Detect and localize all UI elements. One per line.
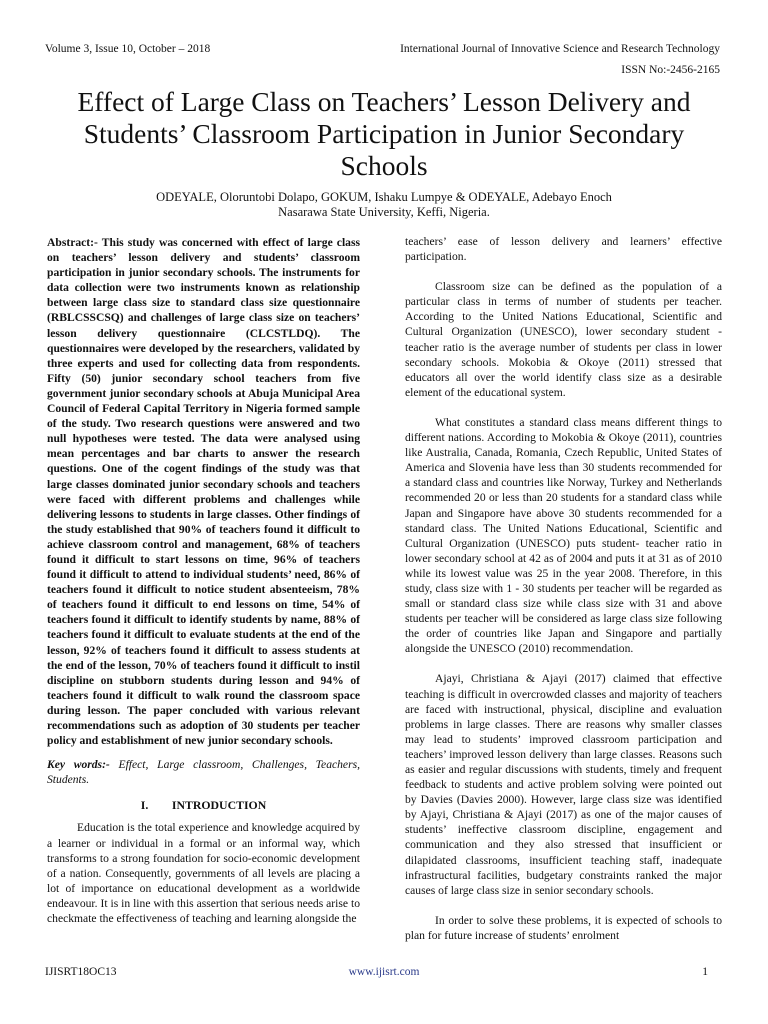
intro-paragraph-3: What constitutes a standard class means different things to different nations. According to Mokobia & Okoye (2011), countries like Australia, Canada, Romania, Czech Republic, United States of America and Slovenia have less than 30 students recommended for a standard class and countries like Norway, Turkey and Netherlands recommended 20 or less than 20 students for a standard class while Japan and Singapore have above 30 students recommended for a standard class. The United Nations Educational, Scientific and Cultural Organization (UNESCO) puts student- teacher ratio in lower secondary school at 42 as of 2004 and puts it at 31 as of 2010 while its lowest value was 25 in the year 2008. Therefore, in this study, class size with 1 - 30 students per teacher will be regarded as small or standard class size while class size with 31 and above students per teacher will be considered as large class size following the order of countries like Japan and Singapore and partially alongside the UNESCO (2010) recommendation. bbox=[405, 415, 722, 656]
keywords bbox=[47, 757, 360, 787]
keywords-label: Key words:- bbox=[47, 758, 110, 772]
abstract-label: Abstract:- bbox=[47, 236, 98, 249]
footer-code: IJISRT18OC13 bbox=[45, 966, 117, 978]
intro-paragraph-2: Classroom size can be defined as the population of a particular class in terms of number of students per teacher. According to the United Nations Educational, Scientific and Cultural Organization (UNESCO), lower secondary student - teacher ratio is the average number of students per class in lower secondary schools. Mokobia & Okoye (2011) stressed that educators all over the world identify class size as a desirable element of the educational system. bbox=[405, 280, 722, 399]
header-volume: Volume 3, Issue 10, October – 2018 bbox=[45, 43, 211, 55]
footer-url[interactable]: www.ijisrt.com bbox=[348, 966, 420, 978]
authors: ODEYALE, Oloruntobi Dolapo, GOKUM, Ishaku Lumpye & ODEYALE, Adebayo Enoch bbox=[156, 190, 612, 204]
intro-paragraph-continued: teachers’ ease of lesson delivery and learners’ effective participation. bbox=[405, 235, 722, 264]
abstract bbox=[47, 235, 360, 748]
right-column bbox=[405, 234, 722, 943]
page-number: 1 bbox=[702, 966, 708, 978]
keywords-text: Effect, Large classroom, Challenges, Teachers, Students. bbox=[47, 758, 360, 787]
affiliation: Nasarawa State University, Keffi, Nigeria. bbox=[278, 205, 490, 219]
intro-paragraph-1: Education is the total experience and knowledge acquired by a learner or individual in a formal or an informal way, which transforms to a strong foundation for socio-economic development of a nation. Consequently, governments of all levels are placing a lot of importance on educational development as a worldwide endeavour. It is in line with this assertion that serious needs arise to checkmate the effectiveness of teaching and learning alongside the bbox=[47, 821, 360, 926]
header-issn: ISSN No:-2456-2165 bbox=[621, 64, 720, 76]
intro-paragraph-4: Ajayi, Christiana & Ajayi (2017) claimed that effective teaching is difficult in overcrowded classes and majority of teachers are faced with instructional, physical, discipline and evaluation problems in large classes. There are reasons why smaller classes may lead to students’ improved classroom participation and teachers’ improved lesson delivery than large classes. Reasons such as easier and regular discussions with students, timely and frequent feedback to students and active problem solving were pointed out by Davies (Davies 2000). However, large class size was identified by Ajayi, Christiana & Ajayi (2017) as one of the major causes of students’ ineffective classroom discipline, engagement and communication and they also stressed that insufficient or dilapidated classrooms, insufficient teaching staff, inadequate infrastructural facilities, budgetary constraints ranked the major causes of large class size in senior secondary schools. bbox=[405, 672, 722, 897]
intro-paragraph-5: In order to solve these problems, it is expected of schools to plan for future increase of students’ enrolment bbox=[405, 913, 722, 942]
left-column bbox=[47, 235, 360, 926]
paper-title: Effect of Large Class on Teachers’ Lesson Delivery and Students’ Classroom Participation in Junior Secondary Schools bbox=[77, 86, 691, 181]
section-heading-introduction: I. INTRODUCTION bbox=[140, 798, 267, 813]
abstract-text: This study was concerned with effect of large class on teachers’ lesson delivery and students’ classroom participation in junior secondary schools. The instruments for data collection were two instruments known as relationship between large class size to standard class size questionnaire (RBLCSSCSQ) and challenges of large class size on teachers’ lesson delivery questionnaire (CLCSTLDQ). The questionnaires were developed by the researchers, validated by three experts and used for collecting data from respondents. Fifty (50) junior secondary school teachers from five government junior secondary schools at Abuja Municipal Area Council of Federal Capital Territory in Nigeria formed sample of the study. Two research questions were answered and two null hypotheses were tested. The data were analysed using mean percentages and bar charts to answer the research questions. One of the cogent findings of the study was that large classes dominated junior secondary schools and teachers were faced with different problems and challenges while delivering lessons to students in large classes. Other findings of the study established that 90% of teachers found it difficult to achieve classroom control and management, 68% of teachers found it difficult to start lessons on time, 96% of teachers found it difficult to attend to individual students’ need, 86% of teachers found it difficult to notice student absenteeism, 78% of teachers found it difficult to end lessons on time, 54% of teachers found it difficult to identify students by name, 88% of teachers found it difficult to evaluate students at the end of the lesson, 92% of teachers found it difficult to assess students at the end of the lesson, 70% of teachers found it difficult to instil discipline on stubborn students during lesson and 94% of teachers found it difficult to walk round the classroom space during lesson. The paper concluded with various relevant recommendations such as adoption of 30 students per teacher policy and establishment of new junior secondary schools. bbox=[47, 236, 360, 748]
author-block bbox=[40, 190, 728, 220]
header-journal: International Journal of Innovative Science and Research Technology bbox=[400, 43, 720, 55]
